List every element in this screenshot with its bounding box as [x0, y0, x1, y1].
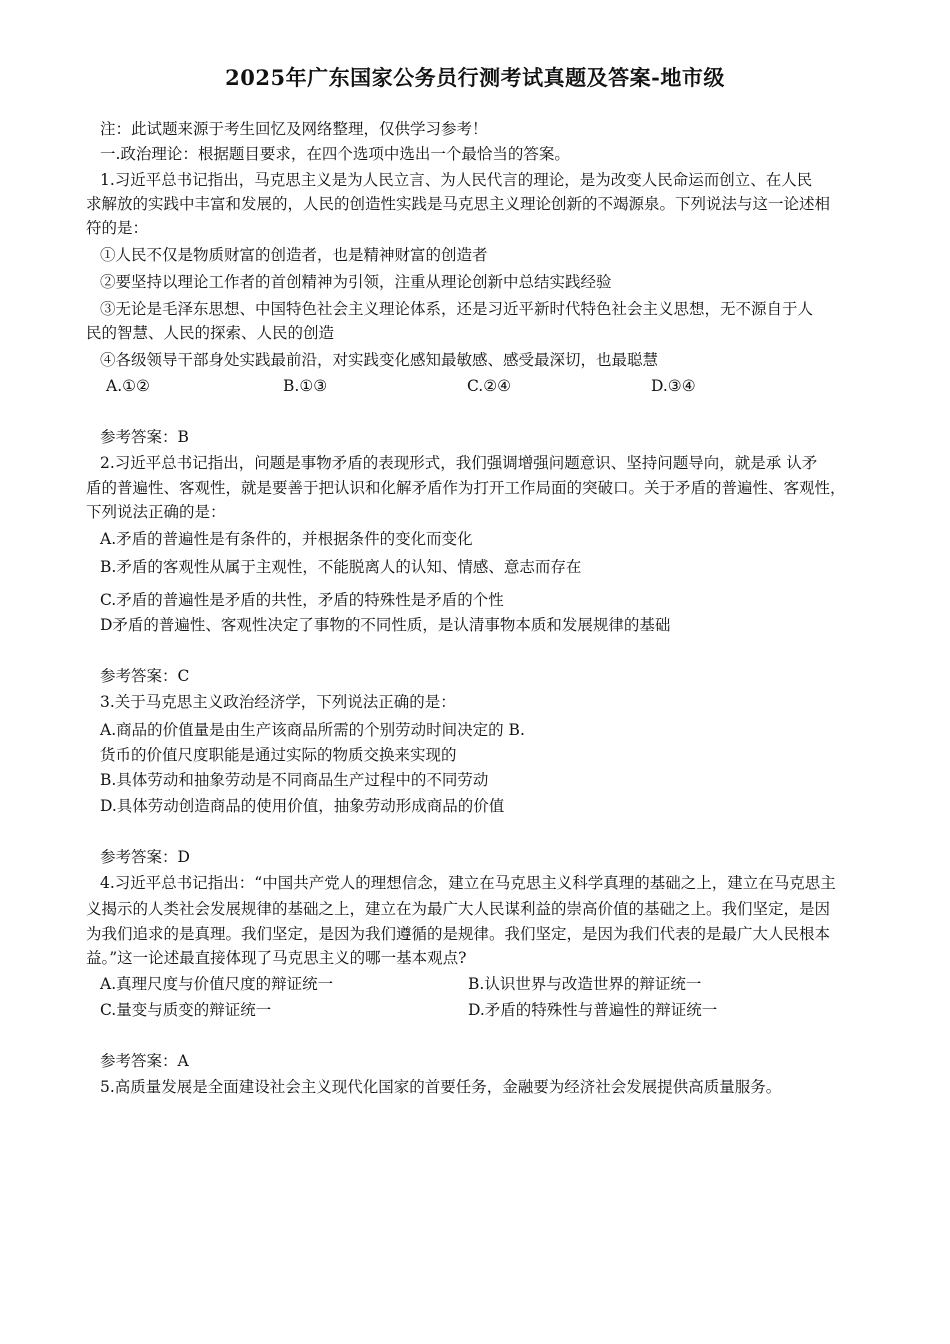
q4-stem-line: 义揭示的人类社会发展规律的基础之上，建立在为最广大人民谋利益的崇高价值的基础之上。我们坚定，是因	[86, 900, 831, 918]
q2-option: A.矛盾的普遍性是有条件的，并根据条件的变化而变化	[100, 530, 473, 548]
q4-stem-line: 4.习近平总书记指出：“中国共产党人的理想信念，建立在马克思主义科学真理的基础之上，建立在马克思主	[100, 874, 836, 892]
q2-option: C.矛盾的普遍性是矛盾的共性，矛盾的特殊性是矛盾的个性	[100, 591, 504, 609]
q3-option: B.具体劳动和抽象劳动是不同商品生产过程中的不同劳动	[100, 771, 489, 789]
q4-option: B.认识世界与改造世界的辩证统一	[468, 975, 702, 993]
q1-stem-line: 1.习近平总书记指出，马克思主义是为人民立言、为人民代言的理论，是为改变人民命运而创立、在人民	[100, 171, 813, 189]
q4-option: C.量变与质变的辩证统一	[100, 1001, 272, 1019]
q1-option: A.①②	[106, 377, 150, 395]
section-heading: 一.政治理论：根据题目要求，在四个选项中选出一个最恰当的答案。	[100, 145, 570, 163]
q1-option: C.②④	[467, 377, 512, 395]
q1-statement: ③无论是毛泽东思想、中国特色社会主义理论体系，还是习近平新时代特色社会主义思想，无不源自于人	[100, 300, 814, 318]
q1-stem-line: 求解放的实践中丰富和发展的，人民的创造性实践是马克思主义理论创新的不竭源泉。下列说法与这一论述相	[86, 195, 831, 213]
q1-statement: ②要坚持以理论工作者的首创精神为引领，注重从理论创新中总结实践经验	[100, 273, 612, 291]
source-note: 注：此试题来源于考生回忆及网络整理，仅供学习参考！	[100, 120, 488, 138]
q5-stem: 5.高质量发展是全面建设社会主义现代化国家的首要任务，金融要为经济社会发展提供高质量服务。	[100, 1078, 782, 1096]
q1-stem-line: 符的是：	[86, 219, 149, 237]
q2-option: B.矛盾的客观性从属于主观性，不能脱离人的认知、情感、意志而存在	[100, 558, 582, 576]
q4-answer: 参考答案：A	[100, 1052, 189, 1070]
q4-option: D.矛盾的特殊性与普遍性的辩证统一	[468, 1001, 718, 1019]
q1-option: B.①③	[283, 377, 328, 395]
q1-statement: ④各级领导干部身处实践最前沿，对实践变化感知最敏感、感受最深切，也最聪慧	[100, 351, 659, 369]
q2-stem-line: 2.习近平总书记指出，问题是事物矛盾的表现形式，我们强调增强问题意识、坚持问题导向，就是承 认矛	[100, 454, 818, 472]
q2-option: D矛盾的普遍性、客观性决定了事物的不同性质，是认清事物本质和发展规律的基础	[100, 616, 671, 634]
q3-answer: 参考答案：D	[100, 848, 190, 866]
q3-option: A.商品的价值量是由生产该商品所需的个别劳动时间决定的 B.	[100, 721, 525, 739]
q4-stem-line: 为我们追求的是真理。我们坚定，是因为我们遵循的是规律。我们坚定，是因为我们代表的是最广大人民根本	[86, 925, 831, 943]
q1-option: D.③④	[651, 377, 696, 395]
q4-stem-line: 益。”这一论述最直接体现了马克思主义的哪一基本观点?	[86, 949, 467, 967]
q3-option: D.具体劳动创造商品的使用价值，抽象劳动形成商品的价值	[100, 797, 505, 815]
q1-answer: 参考答案：B	[100, 428, 189, 446]
q1-statement: 民的智慧、人民的探索、人民的创造	[86, 324, 335, 342]
q3-stem: 3.关于马克思主义政治经济学，下列说法正确的是：	[100, 693, 456, 711]
q1-statement: ①人民不仅是物质财富的创造者，也是精神财富的创造者	[100, 246, 488, 264]
q2-stem-line: 盾的普遍性、客观性，就是要善于把认识和化解矛盾作为打开工作局面的突破口。关于矛盾的普遍性、客观性，	[86, 479, 846, 497]
q2-stem-line: 下列说法正确的是：	[86, 503, 226, 521]
page-title: 2025年广东国家公务员行测考试真题及答案-地市级	[225, 65, 725, 90]
q4-option: A.真理尺度与价值尺度的辩证统一	[100, 975, 334, 993]
q2-answer: 参考答案：C	[100, 667, 190, 685]
q3-option: 货币的价值尺度职能是通过实际的物质交换来实现的	[100, 746, 457, 764]
